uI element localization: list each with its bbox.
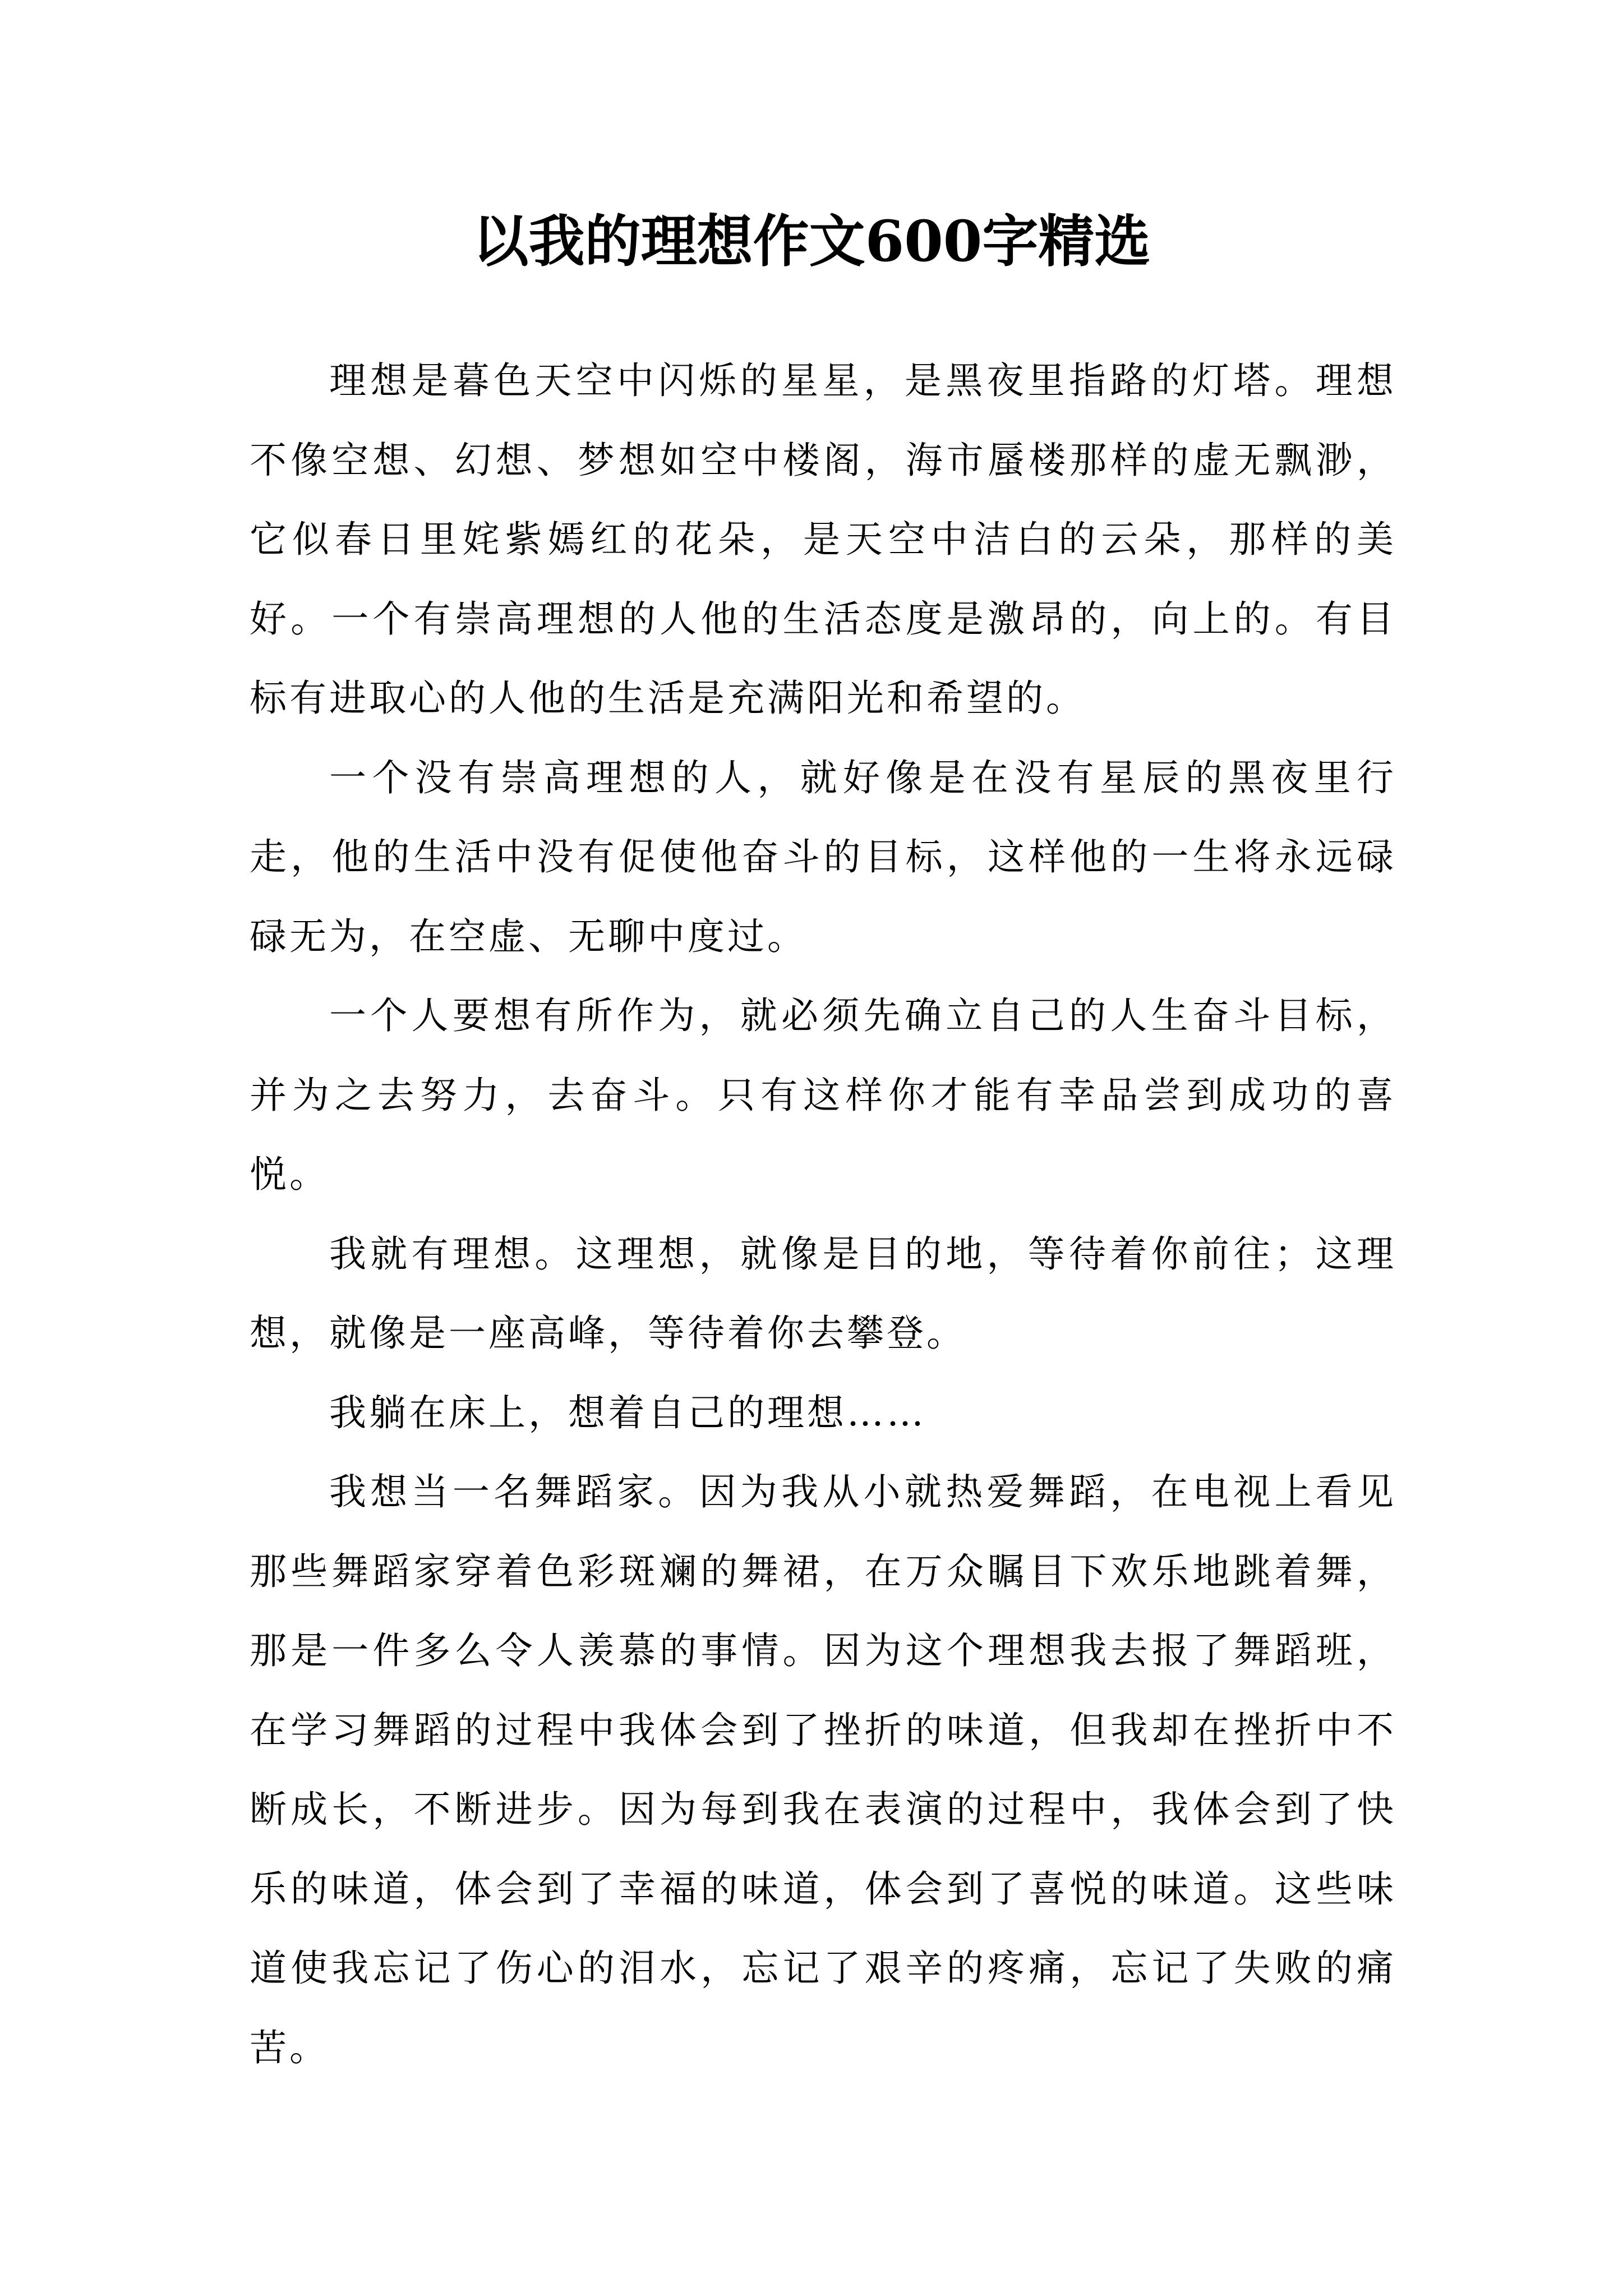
paragraph: 我想当一名舞蹈家。因为我从小就热爱舞蹈，在电视上看见那些舞蹈家穿着色彩斑斓的舞裙，在万众瞩目下欢乐地跳着舞，那是一件多么令人羡慕的事情。因为这个理想我去报了舞蹈班，在学习舞蹈的过程中我体会到了挫折的味道，但我却在挫折中不断成长，不断进步。因为每到我在表演的过程中，我体会到了快乐的味道，体会到了幸福的味道，体会到了喜悦的味道。这些味道使我忘记了伤心的泪水，忘记了艰辛的疼痛，忘记了失败的痛苦。 [250, 1470, 1396, 2069]
document-title: 以我的理想作文600字精选 [472, 208, 1151, 274]
document-body [250, 341, 1396, 2087]
paragraph: 一个没有崇高理想的人，就好像是在没有星辰的黑夜里行走，他的生活中没有促使他奋斗的目标，这样他的一生将永远碌碌无为，在空虚、无聊中度过。 [250, 756, 1396, 958]
paragraph: 我就有理想。这理想，就像是目的地，等待着你前往；这理想，就像是一座高峰，等待着你去攀登。 [250, 1232, 1396, 1355]
paragraph: 一个人要想有所作为，就必须先确立自己的人生奋斗目标，并为之去努力，去奋斗。只有这样你才能有幸品尝到成功的喜悦。 [250, 994, 1396, 1196]
paragraph: 理想是暮色天空中闪烁的星星，是黑夜里指路的灯塔。理想不像空想、幻想、梦想如空中楼阁，海市蜃楼那样的虚无飘渺，它似春日里姹紫嫣红的花朵，是天空中洁白的云朵，那样的美好。一个有崇高理想的人他的生活态度是激昂的，向上的。有目标有进取心的人他的生活是充满阳光和希望的。 [250, 359, 1396, 720]
paragraph: 我躺在床上，想着自己的理想…… [329, 1391, 926, 1434]
